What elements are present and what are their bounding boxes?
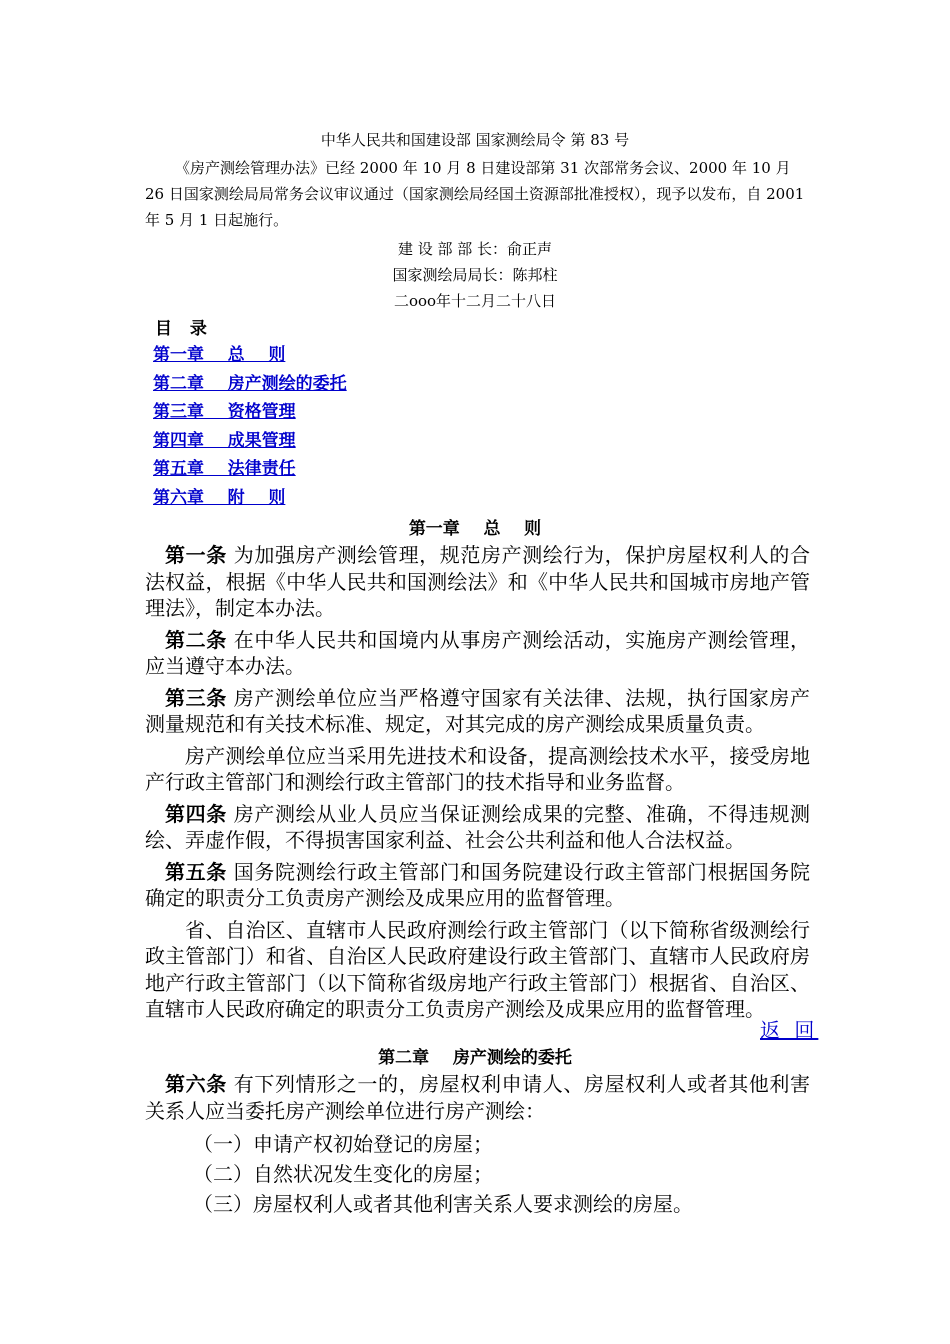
toc-title: 目 录 [155, 319, 213, 339]
signer-construction-minister: 建 设 部 部 长：俞正声 [397, 240, 553, 258]
article-2 [145, 627, 810, 680]
article-4 [145, 801, 810, 854]
article-text: 为加强房产测绘管理，规范房产测绘行为，保护房屋权利人的合法权益，根据《中华人民共和国测绘法》和《中华人民共和国城市房地产管理法》，制定本办法。 [145, 543, 811, 620]
intro-paragraph: 《房产测绘管理办法》已经 2000 年 10 月 8 日建设部第 31 次部常务会议、2000 年 10 月 26 日国家测绘局局常务会议审议通过（国家测绘局经国土资源部批准授权），现予以发布，自 2001 年 5 月 1 日起施行。 [145, 159, 805, 229]
toc-link-chapter-5[interactable]: 第五章 法律责任 [153, 459, 296, 479]
article-label: 第六条 [165, 1072, 227, 1096]
article-5 [145, 859, 810, 912]
return-link[interactable]: 返 回 [760, 1018, 819, 1042]
article-text: 有下列情形之一的，房屋权利申请人、房屋权利人或者其他利害关系人应当委托房产测绘单位进行房产测绘： [145, 1072, 811, 1123]
return-link-container [760, 1014, 818, 1043]
list-item: （三）房屋权利人或者其他利害关系人要求测绘的房屋。 [193, 1192, 693, 1216]
article-text: 房产测绘从业人员应当保证测绘成果的完整、准确，不得违规测绘、弄虚作假，不得损害国家利益、社会公共利益和他人合法权益。 [145, 801, 811, 852]
chapter-2-body [145, 1071, 810, 1219]
article-3-paragraph-2: 房产测绘单位应当采用先进技术和设备，提高测绘技术水平，接受房地产行政主管部门和测绘行政主管部门的技术指导和业务监督。 [145, 743, 810, 794]
article-text: 国务院测绘行政主管部门和国务院建设行政主管部门根据国务院确定的职责分工负责房产测绘及成果应用的监督管理。 [145, 859, 811, 910]
toc-item [153, 456, 347, 485]
article-6 [145, 1071, 810, 1124]
toc-link-chapter-4[interactable]: 第四章 成果管理 [153, 430, 296, 451]
article-text: 在中华人民共和国境内从事房产测绘活动，实施房产测绘管理，应当遵守本办法。 [145, 627, 811, 678]
decree-date: 二ooo年十二月二十八日 [393, 292, 557, 310]
toc-link-chapter-1[interactable]: 第一章 总 则 [153, 345, 286, 365]
toc-link-chapter-2[interactable]: 第二章 房产测绘的委托 [153, 373, 347, 394]
table-of-contents [153, 342, 347, 513]
toc-item [153, 428, 347, 457]
toc-item [153, 342, 347, 371]
article-label: 第二条 [165, 627, 227, 652]
chapter-1-title: 第一章 总 则 [408, 519, 542, 539]
list-item: （一）申请产权初始登记的房屋； [193, 1132, 493, 1156]
toc-link-chapter-6[interactable]: 第六章 附 则 [153, 487, 286, 508]
article-5-paragraph-2: 省、自治区、直辖市人民政府测绘行政主管部门（以下简称省级测绘行政主管部门）和省、自治区人民政府建设行政主管部门、直辖市人民政府房地产行政主管部门（以下简称省级房地产行政主管部门）根据省、自治区、直辖市人民政府确定的职责分工负责房产测绘及成果应用的监督管理。 [145, 917, 810, 1021]
article-label: 第三条 [165, 685, 227, 710]
article-label: 第一条 [165, 543, 227, 567]
chapter-2-title: 第二章 房产测绘的委托 [378, 1048, 572, 1068]
article-1 [145, 542, 810, 622]
article-text: 房产测绘单位应当严格遵守国家有关法律、法规，执行国家房产测量规范和有关技术标准、规定，对其完成的房产测绘成果质量负责。 [145, 685, 811, 736]
article-3 [145, 685, 810, 738]
list-item: （二）自然状况发生变化的房屋； [193, 1162, 493, 1186]
toc-item [153, 371, 347, 400]
chapter-1-body [145, 542, 810, 1028]
signer-survey-bureau-director: 国家测绘局局长：陈邦柱 [392, 266, 558, 284]
toc-link-chapter-3[interactable]: 第三章 资格管理 [153, 402, 296, 422]
decree-line: 中华人民共和国建设部 国家测绘局令 第 83 号 [320, 131, 630, 149]
article-label: 第四条 [165, 801, 227, 826]
toc-item [153, 485, 347, 514]
toc-item [153, 399, 347, 428]
article-label: 第五条 [165, 859, 227, 884]
